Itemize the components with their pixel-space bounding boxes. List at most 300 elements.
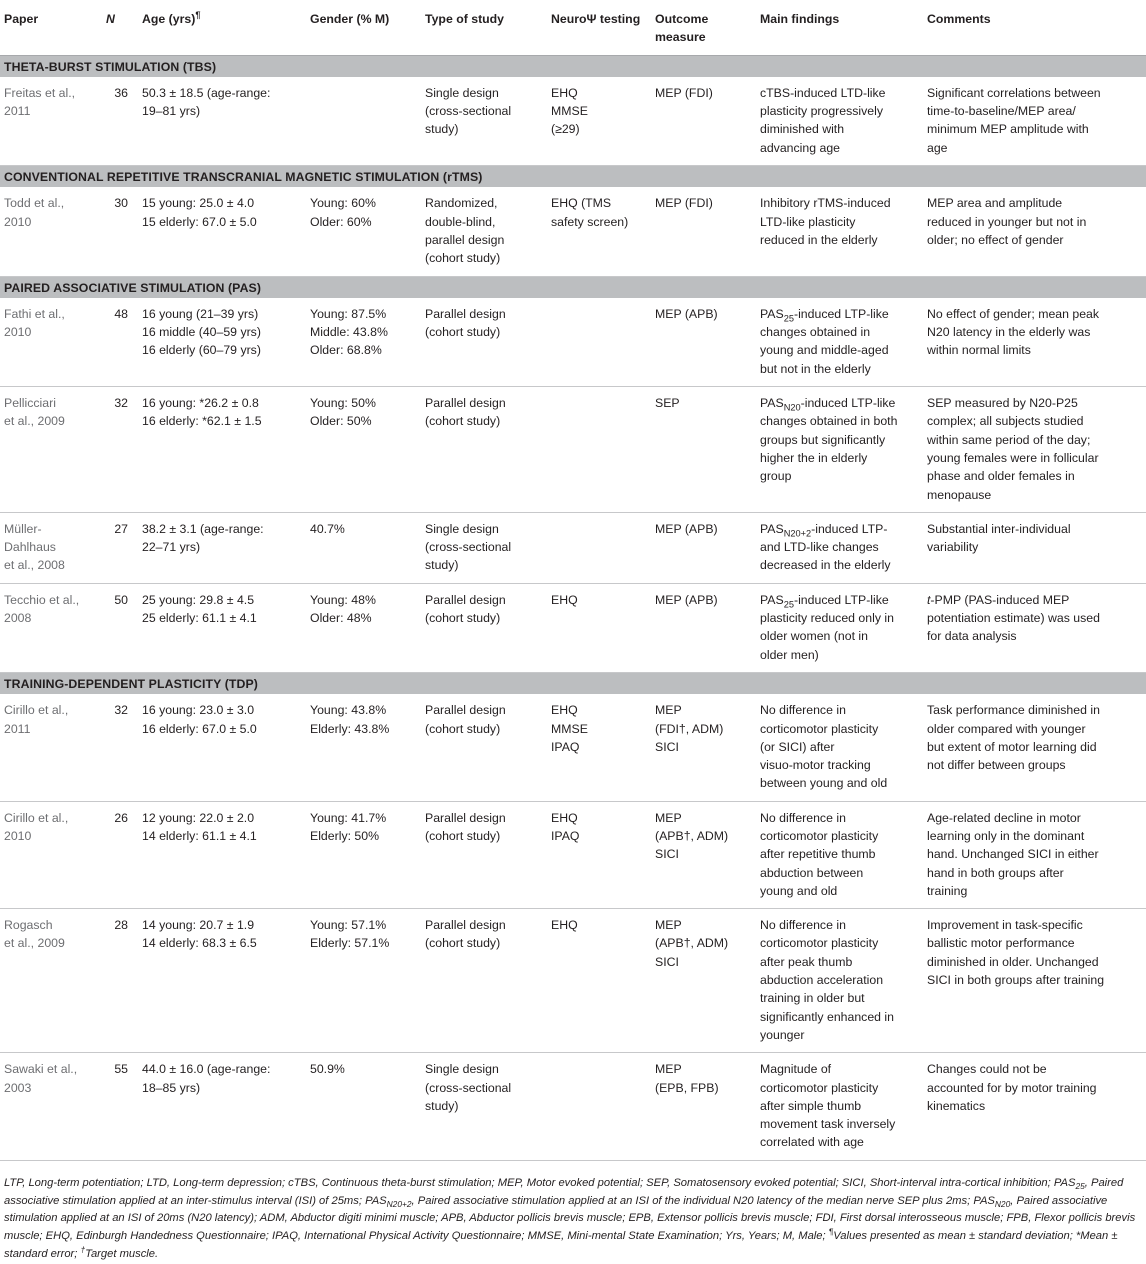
cell-findings <box>756 77 923 166</box>
cell-line: SEP measured by N20-P25 <box>927 396 1078 411</box>
cell-n: 28 <box>114 918 128 933</box>
cell-neuro <box>547 298 651 387</box>
cell-line: menopause <box>927 487 992 502</box>
col-neuro: NeuroΨ testing <box>551 12 641 26</box>
cell-age <box>138 801 306 908</box>
cell-line: Randomized, <box>425 196 498 211</box>
cell-line: plasticity progressively <box>760 104 884 119</box>
pas-subscript: 25 <box>783 313 794 324</box>
cell-line: EHQ <box>551 810 578 825</box>
cell-line: Young: 41.7% <box>310 810 387 825</box>
cell-line: abduction acceleration <box>760 973 884 988</box>
cell-line: 50.3 ± 18.5 (age-range: <box>142 85 271 100</box>
cell-line: ballistic motor performance <box>927 936 1075 951</box>
cell-line: Young: 43.8% <box>310 703 387 718</box>
cell-line: significantly enhanced in <box>760 1009 894 1024</box>
cell-line: EHQ (TMS <box>551 196 612 211</box>
cell-line: young and middle-aged <box>760 343 889 358</box>
cell-line: Sawaki et al., <box>4 1062 78 1077</box>
table-row <box>0 77 1146 166</box>
cell-line: Cirillo et al., <box>4 810 69 825</box>
cell-line: Older: 50% <box>310 414 372 429</box>
cell-findings <box>756 583 923 672</box>
cell-line: 25 young: 29.8 ± 4.5 <box>142 592 255 607</box>
col-comments: Comments <box>927 12 991 26</box>
cell-neuro <box>547 909 651 1053</box>
cell-line: reduced in younger but not in <box>927 214 1087 229</box>
table-row <box>0 298 1146 387</box>
cell-comments <box>923 298 1146 387</box>
cell-line: 14 elderly: 68.3 ± 6.5 <box>142 936 257 951</box>
cell-line: Older: 60% <box>310 214 372 229</box>
cell-outcome <box>651 694 756 801</box>
cell-line: Improvement in task-specific <box>927 918 1083 933</box>
cell-line: $PAS_{25}$-induced LTP-like <box>760 592 889 610</box>
cell-line: (cohort study) <box>425 721 501 736</box>
cell-line: 16 young: *26.2 ± 0.8 <box>142 396 259 411</box>
cell-line: plasticity reduced only in <box>760 611 894 626</box>
cell-line: 2008 <box>4 611 32 626</box>
col-type: Type of study <box>425 12 505 26</box>
cell-line: MEP (APB) <box>655 521 718 536</box>
cell-line: not differ between groups <box>927 758 1066 773</box>
cell-line: Parallel design <box>425 810 506 825</box>
cell-findings <box>756 187 923 276</box>
cell-line: groups but significantly <box>760 432 886 447</box>
cell-gender <box>306 583 421 672</box>
cell-line: 12 young: 22.0 ± 2.0 <box>142 810 255 825</box>
cell-line: but not in the elderly <box>760 361 871 376</box>
section-header <box>0 276 1146 298</box>
cell-line: Significant correlations between <box>927 85 1101 100</box>
cell-outcome <box>651 77 756 166</box>
table-row <box>0 187 1146 276</box>
cell-gender <box>306 187 421 276</box>
cell-line: 2011 <box>4 104 31 119</box>
cell-line: MEP (FDI) <box>655 196 713 211</box>
cell-line: 16 young (21–39 yrs) <box>142 306 259 321</box>
cell-gender <box>306 694 421 801</box>
cell-line: Middle: 43.8% <box>310 325 388 340</box>
cell-line: Parallel design <box>425 396 506 411</box>
cell-line: MMSE <box>551 104 588 119</box>
section-header <box>0 672 1146 694</box>
cell-line: EHQ <box>551 85 578 100</box>
cell-line: SICI <box>655 847 679 862</box>
cell-outcome <box>651 583 756 672</box>
cell-line: after simple thumb <box>760 1098 862 1113</box>
cell-neuro <box>547 1053 651 1160</box>
cell-line: (APB†, ADM) <box>655 936 729 951</box>
cell-line: movement task inversely <box>760 1117 896 1132</box>
cell-paper <box>0 1053 102 1160</box>
cell-line: 2010 <box>4 214 32 229</box>
cell-findings <box>756 387 923 513</box>
cell-line: 18–85 yrs) <box>142 1080 201 1095</box>
table-body <box>0 55 1146 1160</box>
pas-subscript: N20 <box>783 402 801 413</box>
col-findings: Main findings <box>760 12 840 26</box>
cell-paper <box>0 387 102 513</box>
cell-neuro <box>547 187 651 276</box>
cell-gender <box>306 801 421 908</box>
cell-line: reduced in the elderly <box>760 232 878 247</box>
cell-line: and LTD-like changes <box>760 540 879 555</box>
cell-paper <box>0 187 102 276</box>
cell-line: hand. Unchanged SICI in either <box>927 847 1099 862</box>
cell-line: Young: 50% <box>310 396 376 411</box>
cell-line: abduction between <box>760 865 864 880</box>
cell-line: Elderly: 50% <box>310 828 380 843</box>
cell-line: older men) <box>760 647 819 662</box>
cell-paper <box>0 77 102 166</box>
cell-line: visuo-motor tracking <box>760 758 871 773</box>
cell-line: younger <box>760 1027 805 1042</box>
cell-age <box>138 77 306 166</box>
cell-neuro <box>547 583 651 672</box>
section-title: CONVENTIONAL REPETITIVE TRANSCRANIAL MAGNETIC STIMULATION (rTMS) <box>0 166 1146 188</box>
cell-findings <box>756 694 923 801</box>
cell-line: MEP <box>655 810 682 825</box>
cell-line: 16 middle (40–59 yrs) <box>142 325 261 340</box>
cell-line: decreased in the elderly <box>760 558 891 573</box>
cell-line: Tecchio et al., <box>4 592 80 607</box>
cell-line: 25 elderly: 61.1 ± 4.1 <box>142 611 257 626</box>
cell-line: No difference in <box>760 918 846 933</box>
cell-line: within normal limits <box>927 343 1031 358</box>
cell-line: Dahlhaus <box>4 540 56 555</box>
cell-line: et al., 2009 <box>4 414 65 429</box>
cell-type <box>421 583 547 672</box>
cell-line: Single design <box>425 521 499 536</box>
cell-line: EHQ <box>551 918 578 933</box>
cell-line: 14 elderly: 61.1 ± 4.1 <box>142 828 257 843</box>
cell-line: et al., 2009 <box>4 936 65 951</box>
cell-n: 48 <box>114 306 128 321</box>
cell-line: Todd et al., <box>4 196 65 211</box>
cell-line: 40.7% <box>310 521 345 536</box>
cell-comments <box>923 387 1146 513</box>
cell-line: SICI <box>655 954 679 969</box>
cell-n: 50 <box>114 592 128 607</box>
cell-age <box>138 298 306 387</box>
section-title: PAIRED ASSOCIATIVE STIMULATION (PAS) <box>0 276 1146 298</box>
cell-line: No difference in <box>760 703 846 718</box>
table-row <box>0 909 1146 1053</box>
cell-findings <box>756 512 923 583</box>
cell-line: N20 latency in the elderly was <box>927 325 1091 340</box>
cell-line: accounted for by motor training <box>927 1080 1097 1095</box>
cell-gender <box>306 512 421 583</box>
cell-line: hand in both groups after <box>927 865 1064 880</box>
cell-line: advancing age <box>760 140 840 155</box>
cell-n: 27 <box>114 521 128 536</box>
cell-outcome <box>651 801 756 908</box>
cell-line: Older: 48% <box>310 611 372 626</box>
cell-line: (cohort study) <box>425 325 501 340</box>
cell-outcome <box>651 298 756 387</box>
col-gender: Gender (% M) <box>310 12 390 26</box>
cell-line: No difference in <box>760 810 846 825</box>
cell-line: IPAQ <box>551 739 580 754</box>
cell-line: $PAS_{N20}$-induced LTP-like <box>760 396 896 413</box>
cell-type <box>421 512 547 583</box>
cell-neuro <box>547 77 651 166</box>
cell-comments <box>923 583 1146 672</box>
cell-line: Task performance diminished in <box>927 703 1100 718</box>
cell-line: Substantial inter-individual <box>927 521 1071 536</box>
cell-line: 2011 <box>4 721 31 736</box>
cell-line: (EPB, FPB) <box>655 1080 719 1095</box>
cell-line: No effect of gender; mean peak <box>927 306 1100 321</box>
cell-line: $PAS_{25}$-induced LTP-like <box>760 306 889 324</box>
cell-line: (cross-sectional <box>425 104 512 119</box>
cell-line: Cirillo et al., <box>4 703 69 718</box>
cell-line: et al., 2008 <box>4 558 65 573</box>
pas-subscript: N20+2 <box>783 528 812 539</box>
cell-age <box>138 387 306 513</box>
cell-line: Young: 57.1% <box>310 918 387 933</box>
cell-age <box>138 694 306 801</box>
cell-line: 15 elderly: 67.0 ± 5.0 <box>142 214 257 229</box>
cell-line: complex; all subjects studied <box>927 414 1084 429</box>
cell-line: (cohort study) <box>425 611 501 626</box>
cell-age <box>138 512 306 583</box>
cell-line: age <box>927 140 948 155</box>
cell-findings <box>756 298 923 387</box>
cell-n: 32 <box>114 703 128 718</box>
cell-line: after repetitive thumb <box>760 847 876 862</box>
cell-line: (or SICI) after <box>760 739 835 754</box>
cell-line: within same period of the day; <box>927 432 1091 447</box>
cell-type <box>421 909 547 1053</box>
cell-n: 26 <box>114 810 128 825</box>
cell-line: corticomotor plasticity <box>760 1080 879 1095</box>
cell-line: phase and older females in <box>927 469 1075 484</box>
cell-line: Parallel design <box>425 918 506 933</box>
cell-line: 2010 <box>4 325 32 340</box>
cell-comments <box>923 187 1146 276</box>
cell-line: diminished in older. Unchanged <box>927 954 1099 969</box>
col-paper: Paper <box>4 12 39 26</box>
cell-line: study) <box>425 1098 459 1113</box>
section-title: THETA-BURST STIMULATION (TBS) <box>0 55 1146 77</box>
cell-line: corticomotor plasticity <box>760 828 879 843</box>
cell-paper <box>0 694 102 801</box>
cell-line: changes obtained in <box>760 325 871 340</box>
cell-line: Young: 87.5% <box>310 306 387 321</box>
table-row <box>0 1053 1146 1160</box>
cell-line: MEP (APB) <box>655 592 718 607</box>
cell-line: group <box>760 469 792 484</box>
cell-comments <box>923 909 1146 1053</box>
cell-line: study) <box>425 558 459 573</box>
cell-age <box>138 187 306 276</box>
cell-line: Parallel design <box>425 306 506 321</box>
cell-findings <box>756 909 923 1053</box>
cell-line: Young: 60% <box>310 196 376 211</box>
cell-line: Fathi et al., <box>4 306 65 321</box>
section-header <box>0 55 1146 77</box>
cell-comments <box>923 694 1146 801</box>
cell-line: training <box>927 883 968 898</box>
cell-line: MEP <box>655 918 682 933</box>
cell-type <box>421 77 547 166</box>
cell-line: Inhibitory rTMS-induced <box>760 196 891 211</box>
cell-line: Changes could not be <box>927 1062 1047 1077</box>
cell-findings <box>756 801 923 908</box>
cell-line: 16 elderly (60–79 yrs) <box>142 343 261 358</box>
section-header <box>0 166 1146 188</box>
cell-line: potentiation estimate) was used <box>927 611 1100 626</box>
table-row <box>0 801 1146 908</box>
cell-line: time-to-baseline/MEP area/ <box>927 104 1076 119</box>
cell-line: changes obtained in both <box>760 414 898 429</box>
cell-line: 16 young: 23.0 ± 3.0 <box>142 703 255 718</box>
cell-line: (cohort study) <box>425 828 501 843</box>
cell-comments <box>923 1053 1146 1160</box>
cell-paper <box>0 298 102 387</box>
cell-line: (≥29) <box>551 122 580 137</box>
cell-line: correlated with age <box>760 1135 864 1150</box>
cell-paper <box>0 909 102 1053</box>
cell-outcome <box>651 909 756 1053</box>
table-row <box>0 583 1146 672</box>
cell-line: SEP <box>655 396 680 411</box>
cell-line: minimum MEP amplitude with <box>927 122 1089 137</box>
cell-line: Elderly: 57.1% <box>310 936 390 951</box>
cell-line: after peak thumb <box>760 954 853 969</box>
cell-line: Single design <box>425 85 499 100</box>
cell-line: (APB†, ADM) <box>655 828 729 843</box>
cell-paper <box>0 583 102 672</box>
cell-line: MEP (FDI) <box>655 85 713 100</box>
cell-neuro <box>547 694 651 801</box>
cell-line: MEP (APB) <box>655 306 718 321</box>
cell-line: SICI <box>655 739 679 754</box>
cell-line: cTBS-induced LTD-like <box>760 85 886 100</box>
cell-comments <box>923 801 1146 908</box>
cell-gender <box>306 1053 421 1160</box>
cell-n: 32 <box>114 396 128 411</box>
cell-line: Single design <box>425 1062 499 1077</box>
cell-findings <box>756 1053 923 1160</box>
cell-line: 22–71 yrs) <box>142 540 201 555</box>
pas-subscript: 25 <box>783 599 794 610</box>
cell-line: $PAS_{N20+2}$-induced LTP- <box>760 521 888 539</box>
cell-line: Young: 48% <box>310 592 376 607</box>
footnote: LTP, Long-term potentiation; LTD, Long-term depression; cTBS, Continuous theta-burst stimulation; MEP, Motor evoked potential; SEP, Somatosensory evoked potential; SICI, Short-interval intra-cortical inhibition; $PAS_{25}$, Paired associative stimulation applied at an inter-stimulus interval (ISI) of 25ms; $PAS_{N20+2}$, Paired associative stimulation applied at an ISI of the individual N20 latency of the median nerve SEP plus 2ms; $PAS_{N20}$, Paired associative stimulation applied at an ISI of 20ms (N20 latency); ADM, Abductor digiti minimi muscle; APB, Abductor pollicis brevis muscle; EPB, Extensor pollicis brevis muscle; FDI, First dorsal interosseous muscle; FPB, Flexor pollicis brevis muscle; EHQ, Edinburgh Handedness Questionnaire; IPAQ, International Physical Activity Questionnaire; MMSE, Mini-mental State Examination; Yrs, Years; M, Male; ¶Values presented as mean ± standard deviation; *Mean ± standard error; †Target muscle. <box>4 1176 1136 1260</box>
cell-line: Elderly: 43.8% <box>310 721 390 736</box>
cell-line: Age-related decline in motor <box>927 810 1081 825</box>
cell-line: (cohort study) <box>425 414 501 429</box>
cell-line: Pellicciari <box>4 396 56 411</box>
cell-line: (FDI†, ADM) <box>655 721 724 736</box>
cell-line: (cohort study) <box>425 936 501 951</box>
cell-line: 14 young: 20.7 ± 1.9 <box>142 918 255 933</box>
col-age: Age (yrs)¶ <box>142 9 201 26</box>
cell-type <box>421 187 547 276</box>
cell-line: older women (not in <box>760 629 868 644</box>
cell-line: but extent of motor learning did <box>927 739 1097 754</box>
cell-line: corticomotor plasticity <box>760 936 879 951</box>
cell-n: 30 <box>114 196 128 211</box>
cell-line: 2010 <box>4 828 32 843</box>
cell-line: 50.9% <box>310 1062 345 1077</box>
cell-line: IPAQ <box>551 828 580 843</box>
cell-line: between young and old <box>760 776 888 791</box>
cell-line: Parallel design <box>425 592 506 607</box>
table-row <box>0 694 1146 801</box>
cell-neuro <box>547 387 651 513</box>
cell-outcome <box>651 387 756 513</box>
cell-line: 16 elderly: *62.1 ± 1.5 <box>142 414 262 429</box>
section-title: TRAINING-DEPENDENT PLASTICITY (TDP) <box>0 672 1146 694</box>
cell-line: 16 elderly: 67.0 ± 5.0 <box>142 721 257 736</box>
cell-type <box>421 1053 547 1160</box>
cell-line: Older: 68.8% <box>310 343 382 358</box>
cell-age <box>138 909 306 1053</box>
cell-line: young and old <box>760 883 838 898</box>
cell-outcome <box>651 1053 756 1160</box>
cell-line: safety screen) <box>551 214 629 229</box>
cell-line: Magnitude of <box>760 1062 832 1077</box>
cell-line: for data analysis <box>927 629 1017 644</box>
cell-line: (cohort study) <box>425 251 501 266</box>
col-n: N <box>106 12 115 26</box>
cell-paper <box>0 512 102 583</box>
cell-line: MMSE <box>551 721 588 736</box>
cell-line: SICI in both groups after training <box>927 973 1105 988</box>
cell-gender <box>306 909 421 1053</box>
cell-line: MEP <box>655 1062 682 1077</box>
cell-line: 38.2 ± 3.1 (age-range: <box>142 521 264 536</box>
cell-line: LTD-like plasticity <box>760 214 856 229</box>
cell-line: MEP <box>655 703 682 718</box>
cell-type <box>421 801 547 908</box>
cell-line: Freitas et al., <box>4 85 76 100</box>
cell-line: Müller- <box>4 521 42 536</box>
table-row <box>0 387 1146 513</box>
cell-line: (cross-sectional <box>425 1080 512 1095</box>
cell-gender <box>306 77 421 166</box>
cell-neuro <box>547 512 651 583</box>
cell-gender <box>306 298 421 387</box>
cell-outcome <box>651 187 756 276</box>
cell-line: corticomotor plasticity <box>760 721 879 736</box>
cell-age <box>138 583 306 672</box>
cell-line: MEP area and amplitude <box>927 196 1063 211</box>
cell-line: EHQ <box>551 592 578 607</box>
cell-line: 44.0 ± 16.0 (age-range: <box>142 1062 271 1077</box>
cell-line: training in older but <box>760 991 865 1006</box>
cell-line: learning only in the dominant <box>927 828 1085 843</box>
cell-type <box>421 298 547 387</box>
cell-line: 19–81 yrs) <box>142 104 201 119</box>
cell-line: 2003 <box>4 1080 32 1095</box>
cell-line: Rogasch <box>4 918 53 933</box>
cell-line: study) <box>425 122 459 137</box>
cell-line: 15 young: 25.0 ± 4.0 <box>142 196 255 211</box>
cell-type <box>421 694 547 801</box>
cell-line: kinematics <box>927 1098 986 1113</box>
cell-line: older compared with younger <box>927 721 1086 736</box>
col-outcome: Outcome measure <box>655 12 709 45</box>
cell-age <box>138 1053 306 1160</box>
cell-paper <box>0 801 102 908</box>
cell-comments <box>923 512 1146 583</box>
cell-comments <box>923 77 1146 166</box>
